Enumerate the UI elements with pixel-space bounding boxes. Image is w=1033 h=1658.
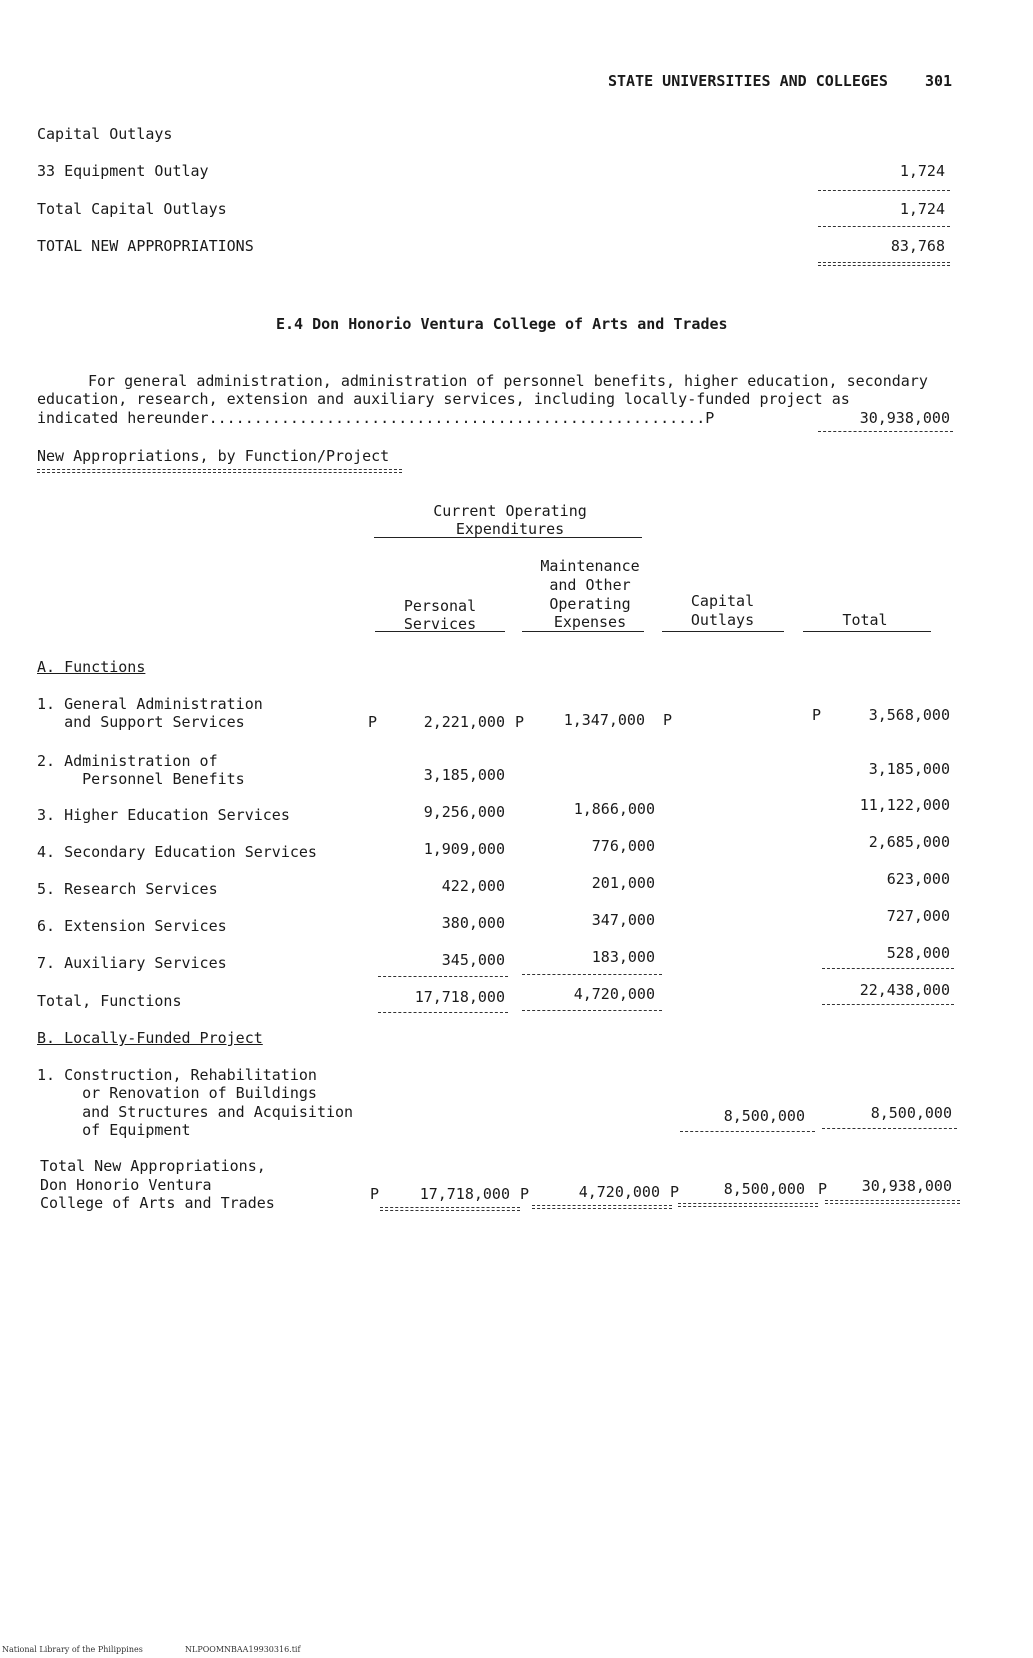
- rule: [378, 976, 508, 977]
- col-co-line-2: Outlays: [690, 611, 755, 629]
- rule: [818, 190, 950, 191]
- function-5-mooe: 201,000: [591, 874, 655, 892]
- function-7-mooe: 183,000: [591, 948, 655, 966]
- rule: [662, 631, 784, 632]
- function-6-ps: 380,000: [441, 914, 505, 932]
- purpose-line-2: education, research, extension and auxiliary services, including locally-funded project as: [37, 390, 850, 408]
- rule: [522, 631, 644, 632]
- capital-heading: Capital Outlays: [37, 125, 173, 143]
- total-functions-mooe: 4,720,000: [573, 985, 655, 1003]
- rule: [818, 431, 953, 432]
- function-5-label: 5. Research Services: [37, 880, 218, 898]
- total-new-label: TOTAL NEW APPROPRIATIONS: [37, 237, 254, 255]
- rule: [822, 968, 954, 969]
- purpose-line-3: indicated hereunder.......................................................P: [37, 409, 715, 427]
- footer-filename: NLPOOMNBAA19930316.tif: [185, 1645, 301, 1654]
- section-title: E.4 Don Honorio Ventura College of Arts and Trades: [276, 315, 728, 333]
- function-4-ps: 1,909,000: [423, 840, 505, 858]
- peso-sign: P: [670, 1183, 680, 1201]
- peso-sign: P: [812, 706, 822, 724]
- project-line-4: of Equipment: [37, 1121, 191, 1139]
- double-rule: [37, 469, 402, 473]
- col-group-line-2: Expenditures: [455, 520, 565, 538]
- grand-mooe: 4,720,000: [578, 1183, 660, 1201]
- function-7-label: 7. Auxiliary Services: [37, 954, 227, 972]
- footer-library: National Library of the Philippines: [2, 1645, 143, 1654]
- function-6-mooe: 347,000: [591, 911, 655, 929]
- function-1-label-cont: and Support Services: [37, 713, 245, 731]
- purpose-line-1: For general administration, administration of personnel benefits, higher education, secondary: [88, 372, 928, 390]
- page-number: 301: [925, 72, 953, 90]
- function-4-label: 4. Secondary Education Services: [37, 843, 317, 861]
- running-title: STATE UNIVERSITIES AND COLLEGES: [608, 72, 888, 90]
- col-ps-line-2: Services: [403, 615, 477, 633]
- function-3-label: 3. Higher Education Services: [37, 806, 290, 824]
- function-2-label: 2. Administration of: [37, 752, 218, 770]
- function-2-total: 3,185,000: [868, 760, 950, 778]
- function-5-ps: 422,000: [441, 877, 505, 895]
- double-rule: [678, 1203, 818, 1207]
- grand-label-3: College of Arts and Trades: [40, 1194, 275, 1212]
- equipment-outlay-value: 1,724: [899, 162, 945, 180]
- project-co: 8,500,000: [723, 1107, 805, 1125]
- by-function-heading: New Appropriations, by Function/Project: [37, 447, 390, 465]
- function-4-total: 2,685,000: [868, 833, 950, 851]
- project-line-2: or Renovation of Buildings: [37, 1084, 317, 1102]
- rule: [374, 537, 642, 538]
- function-1-label: 1. General Administration: [37, 695, 263, 713]
- function-4-mooe: 776,000: [591, 837, 655, 855]
- grand-co: 8,500,000: [723, 1180, 805, 1198]
- col-group-line-1: Current Operating: [433, 502, 587, 520]
- double-rule: [818, 262, 950, 266]
- function-1-total: 3,568,000: [868, 706, 950, 724]
- double-rule: [380, 1207, 520, 1211]
- total-functions-ps: 17,718,000: [414, 988, 505, 1006]
- peso-sign: P: [520, 1185, 530, 1203]
- project-line-1: 1. Construction, Rehabilitation: [37, 1066, 317, 1084]
- col-total: Total: [842, 611, 888, 629]
- peso-sign: P: [818, 1180, 828, 1198]
- project-total: 8,500,000: [870, 1104, 952, 1122]
- rule: [378, 1012, 508, 1013]
- function-1-mooe: 1,347,000: [563, 711, 645, 729]
- function-3-total: 11,122,000: [859, 796, 950, 814]
- grand-label-2: Don Honorio Ventura: [40, 1176, 212, 1194]
- peso-sign: P: [515, 713, 525, 731]
- col-co-line-1: Capital: [690, 592, 755, 610]
- col-mooe-line-4: Expenses: [553, 613, 627, 631]
- function-7-total: 528,000: [886, 944, 950, 962]
- grand-total: 30,938,000: [861, 1177, 952, 1195]
- project-line-3: and Structures and Acquisition: [37, 1103, 354, 1121]
- total-capital-label: Total Capital Outlays: [37, 200, 227, 218]
- rule: [522, 974, 662, 975]
- purpose-amount: 30,938,000: [859, 409, 950, 427]
- project-heading: B. Locally-Funded Project: [37, 1029, 263, 1047]
- rule: [803, 631, 931, 632]
- col-mooe-line-3: Operating: [549, 595, 631, 613]
- peso-sign: P: [663, 711, 673, 729]
- function-5-total: 623,000: [886, 870, 950, 888]
- equipment-outlay-label: 33 Equipment Outlay: [37, 162, 209, 180]
- peso-sign: P: [370, 1185, 380, 1203]
- col-mooe-line-2: and Other: [549, 576, 631, 594]
- function-6-label: 6. Extension Services: [37, 917, 227, 935]
- rule: [375, 631, 505, 632]
- total-new-value: 83,768: [890, 237, 945, 255]
- double-rule: [825, 1200, 960, 1204]
- col-mooe-line-1: Maintenance: [540, 557, 640, 575]
- rule: [680, 1131, 815, 1132]
- rule: [822, 1128, 957, 1129]
- function-3-ps: 9,256,000: [423, 803, 505, 821]
- function-3-mooe: 1,866,000: [573, 800, 655, 818]
- function-2-label-cont: Personnel Benefits: [37, 770, 245, 788]
- total-capital-value: 1,724: [899, 200, 945, 218]
- function-2-ps: 3,185,000: [423, 766, 505, 784]
- grand-label-1: Total New Appropriations,: [40, 1157, 266, 1175]
- rule: [822, 1004, 954, 1005]
- functions-heading: A. Functions: [37, 658, 146, 676]
- rule: [818, 226, 950, 227]
- total-functions-total: 22,438,000: [859, 981, 950, 999]
- double-rule: [532, 1205, 672, 1209]
- total-functions-label: Total, Functions: [37, 992, 182, 1010]
- rule: [522, 1010, 662, 1011]
- peso-sign: P: [368, 713, 378, 731]
- function-6-total: 727,000: [886, 907, 950, 925]
- function-1-ps: 2,221,000: [423, 713, 505, 731]
- function-7-ps: 345,000: [441, 951, 505, 969]
- grand-ps: 17,718,000: [419, 1185, 510, 1203]
- col-ps-line-1: Personal: [403, 597, 477, 615]
